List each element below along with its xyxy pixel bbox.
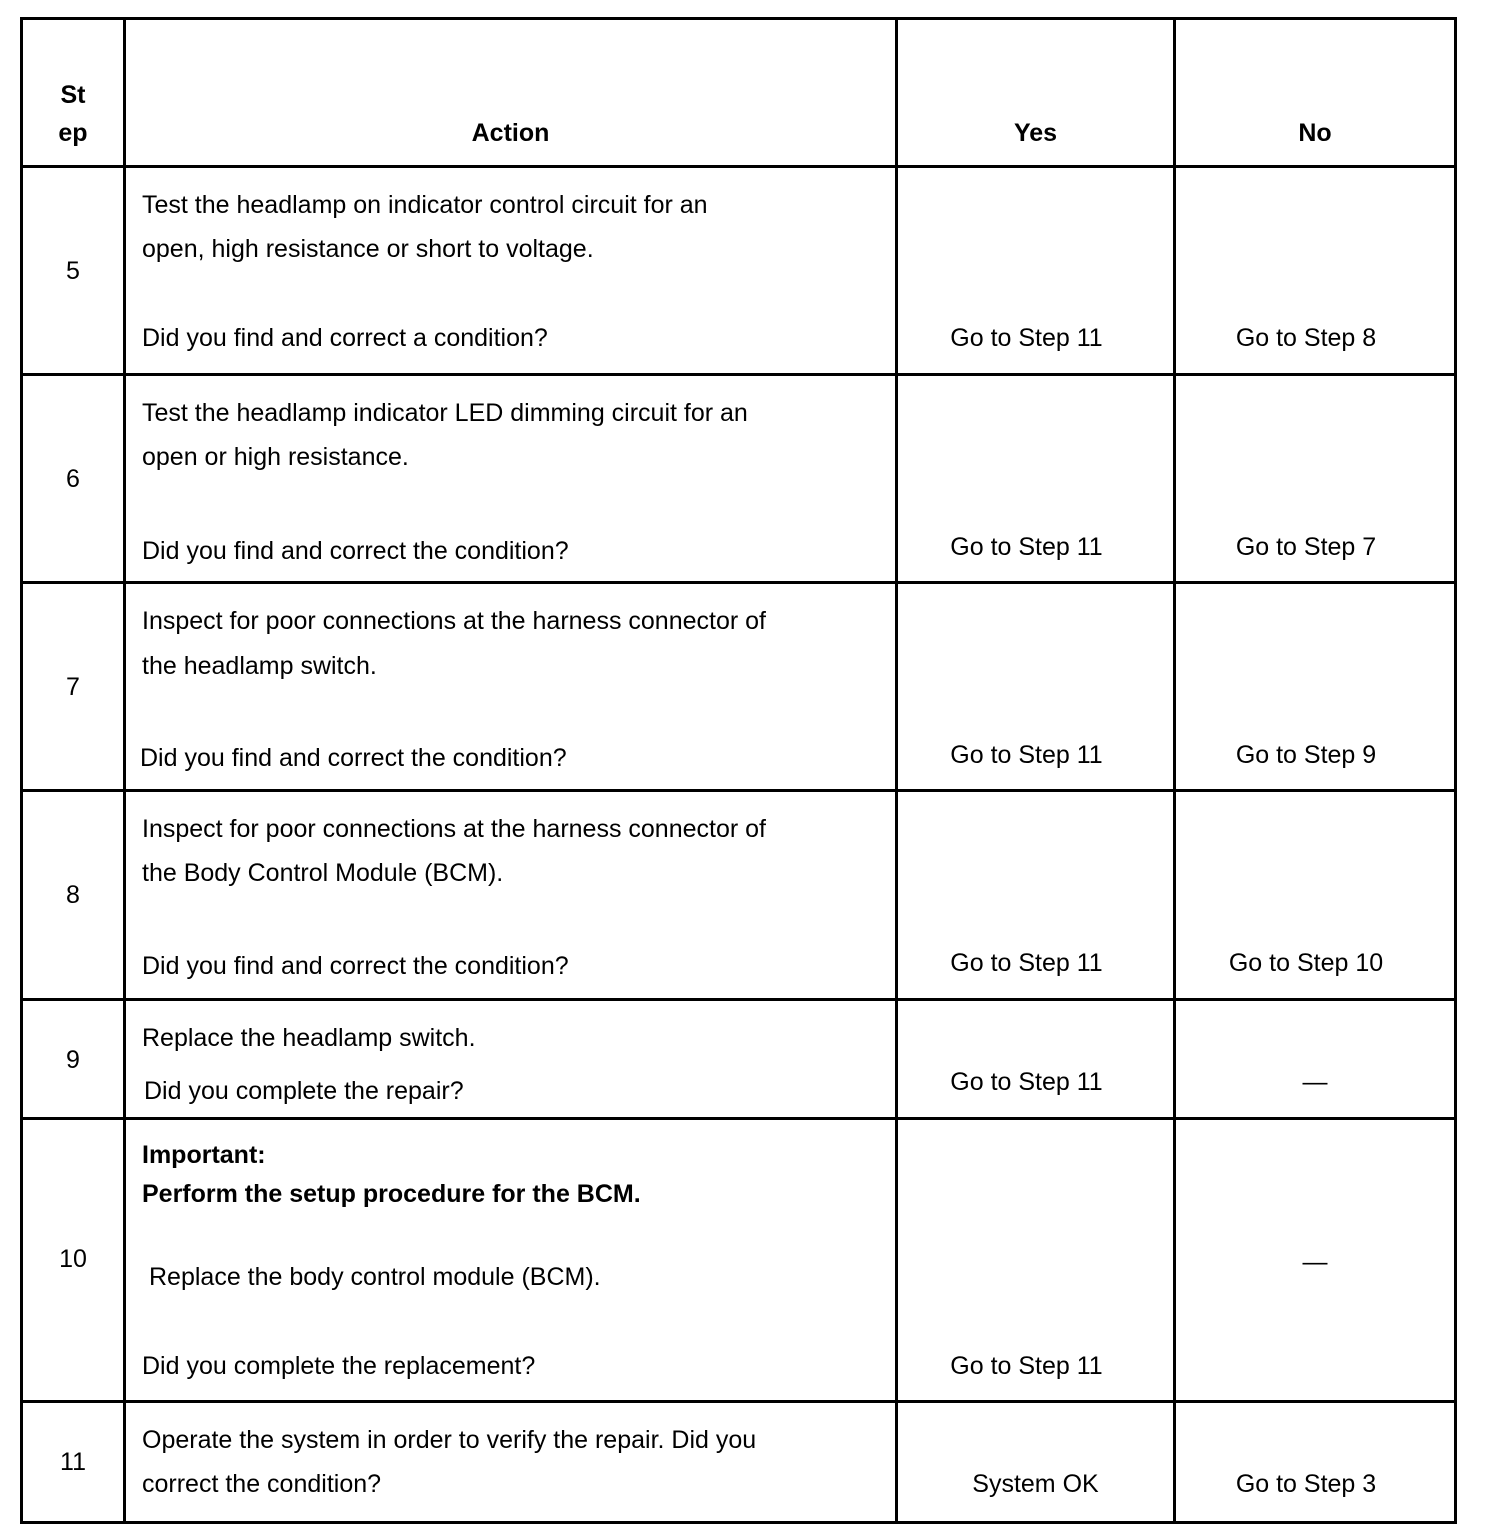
step-number: 10 bbox=[59, 1245, 87, 1273]
no-result: Go to Step 10 bbox=[1228, 949, 1384, 977]
yes-cell bbox=[898, 1403, 1176, 1521]
yes-result: Go to Step 11 bbox=[950, 533, 1103, 561]
no-cell bbox=[1176, 792, 1454, 998]
action-cell bbox=[126, 1120, 898, 1400]
action-question: Did you find and correct a condition? bbox=[142, 324, 548, 352]
yes-cell bbox=[898, 584, 1176, 789]
step-number: 7 bbox=[66, 673, 80, 701]
header-action: Action bbox=[471, 119, 550, 147]
header-no-cell bbox=[1176, 20, 1454, 165]
yes-result: Go to Step 11 bbox=[950, 324, 1103, 352]
step-number: 11 bbox=[60, 1448, 86, 1476]
yes-result: Go to Step 11 bbox=[950, 1352, 1103, 1380]
action-text: Replace the headlamp switch. bbox=[142, 1024, 476, 1052]
action-question: Did you complete the repair? bbox=[144, 1077, 464, 1105]
diagnostic-table bbox=[20, 17, 1457, 1524]
header-yes: Yes bbox=[1013, 119, 1058, 147]
action-question: Did you find and correct the condition? bbox=[142, 537, 569, 565]
step-number: 6 bbox=[66, 465, 80, 493]
yes-result: Go to Step 11 bbox=[950, 741, 1103, 769]
no-result: Go to Step 7 bbox=[1235, 533, 1377, 561]
table-row bbox=[23, 168, 1454, 376]
table-row bbox=[23, 792, 1454, 1001]
important-note: Perform the setup procedure for the BCM. bbox=[142, 1180, 641, 1208]
step-cell bbox=[23, 792, 126, 998]
step-number: 8 bbox=[66, 881, 80, 909]
header-step-line2: ep bbox=[58, 119, 88, 147]
action-text: Test the headlamp indicator LED dimming circuit for an bbox=[142, 399, 748, 427]
no-cell bbox=[1176, 376, 1454, 581]
action-question: Did you find and correct the condition? bbox=[142, 952, 569, 980]
no-result: Go to Step 9 bbox=[1235, 741, 1377, 769]
no-cell bbox=[1176, 1120, 1454, 1400]
action-text: Replace the body control module (BCM). bbox=[149, 1263, 601, 1291]
action-cell bbox=[126, 168, 898, 373]
no-result: — bbox=[1302, 1248, 1328, 1276]
header-yes-cell bbox=[898, 20, 1176, 165]
action-text: Inspect for poor connections at the harness connector of bbox=[142, 607, 766, 635]
yes-cell bbox=[898, 1120, 1176, 1400]
header-step-cell bbox=[23, 20, 126, 165]
table-row bbox=[23, 376, 1454, 584]
header-action-cell bbox=[126, 20, 898, 165]
no-cell bbox=[1176, 584, 1454, 789]
action-text: Operate the system in order to verify the repair. Did you bbox=[142, 1426, 757, 1454]
action-text: open or high resistance. bbox=[142, 443, 409, 471]
step-cell bbox=[23, 168, 126, 373]
action-cell bbox=[126, 1001, 898, 1117]
no-result: Go to Step 8 bbox=[1235, 324, 1377, 352]
action-text: the Body Control Module (BCM). bbox=[142, 859, 504, 887]
no-result: — bbox=[1302, 1068, 1328, 1096]
yes-cell bbox=[898, 376, 1176, 581]
action-cell bbox=[126, 584, 898, 789]
step-cell bbox=[23, 376, 126, 581]
yes-cell bbox=[898, 792, 1176, 998]
step-cell bbox=[23, 1001, 126, 1117]
yes-cell bbox=[898, 168, 1176, 373]
yes-cell bbox=[898, 1001, 1176, 1117]
action-text: Inspect for poor connections at the harness connector of bbox=[142, 815, 766, 843]
header-no: No bbox=[1298, 119, 1332, 147]
action-cell bbox=[126, 1403, 898, 1521]
action-text: correct the condition? bbox=[142, 1470, 382, 1498]
step-number: 5 bbox=[66, 257, 80, 285]
no-result: Go to Step 3 bbox=[1235, 1470, 1377, 1498]
action-text: the headlamp switch. bbox=[142, 652, 377, 680]
step-number: 9 bbox=[66, 1046, 80, 1074]
step-cell bbox=[23, 1120, 126, 1400]
table-row bbox=[23, 1001, 1454, 1120]
action-text: Test the headlamp on indicator control circuit for an bbox=[142, 191, 708, 219]
header-step-line1: St bbox=[60, 81, 86, 109]
no-cell bbox=[1176, 1001, 1454, 1117]
action-text: open, high resistance or short to voltage. bbox=[142, 235, 594, 263]
no-cell bbox=[1176, 168, 1454, 373]
step-cell bbox=[23, 584, 126, 789]
yes-result: Go to Step 11 bbox=[950, 949, 1103, 977]
important-label: Important: bbox=[142, 1141, 266, 1169]
action-question: Did you complete the replacement? bbox=[142, 1352, 536, 1380]
step-cell bbox=[23, 1403, 126, 1521]
yes-result: Go to Step 11 bbox=[950, 1068, 1103, 1096]
no-cell bbox=[1176, 1403, 1454, 1521]
action-question: Did you find and correct the condition? bbox=[140, 744, 567, 772]
yes-result: System OK bbox=[972, 1470, 1099, 1498]
action-cell bbox=[126, 376, 898, 581]
table-row bbox=[23, 584, 1454, 792]
table-row bbox=[23, 1403, 1454, 1521]
action-cell bbox=[126, 792, 898, 998]
header-row bbox=[23, 20, 1454, 168]
table-row bbox=[23, 1120, 1454, 1403]
